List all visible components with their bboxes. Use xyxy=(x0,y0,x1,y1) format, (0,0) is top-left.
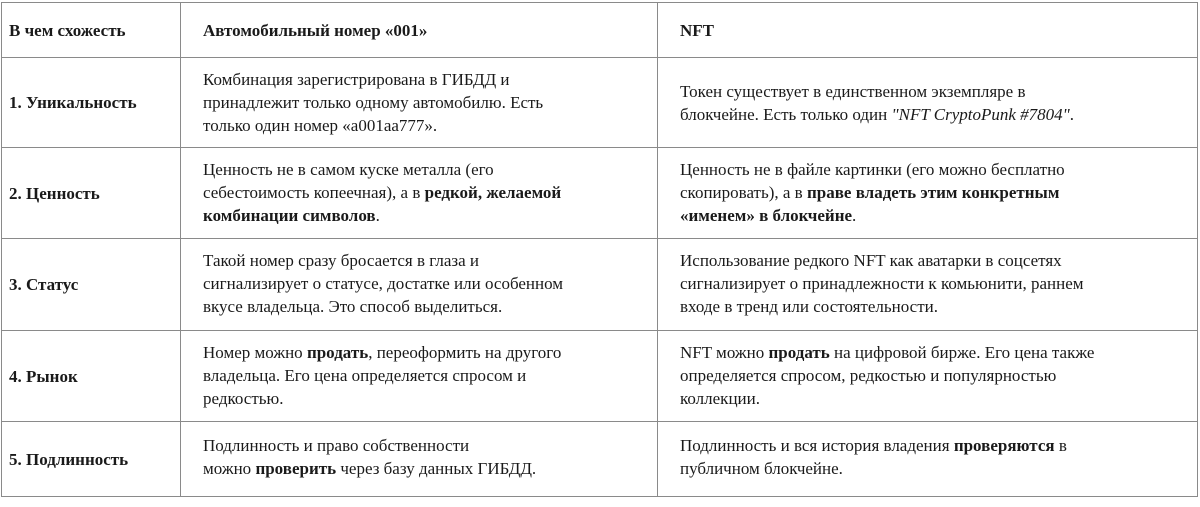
text-line: входе в тренд или состоятельности. xyxy=(680,297,938,316)
text-line: сигнализирует о принадлежности к комьюнити, раннем xyxy=(680,274,1084,293)
nft-cell xyxy=(658,148,1198,239)
text-line: владельца. Его цена определяется спросом и xyxy=(203,366,527,385)
table-row xyxy=(2,422,1198,497)
car-cell xyxy=(181,148,658,239)
header-car-plate: Автомобильный номер «001» xyxy=(181,3,658,58)
text-line xyxy=(203,341,647,364)
car-cell xyxy=(181,422,658,497)
text-line: Комбинация зарегистрирована в ГИБДД и xyxy=(203,70,510,89)
text-line xyxy=(680,434,1187,457)
text-line: Ценность не в файле картинки (его можно бесплатно xyxy=(680,160,1065,179)
text-line: Такой номер сразу бросается в глаза и xyxy=(203,251,479,270)
car-cell xyxy=(181,331,658,422)
text-line: редкостью. xyxy=(203,389,284,408)
text-line: Подлинность и право собственности xyxy=(203,436,470,455)
text-line: сигнализирует о статусе, достатке или особенном xyxy=(203,274,564,293)
text-fragment: . xyxy=(1069,104,1075,124)
bold-text: праве владеть этим конкретным xyxy=(806,183,1060,202)
text-fragment: . xyxy=(375,206,380,225)
row-category: 2. Ценность xyxy=(2,148,181,239)
text-line xyxy=(680,103,1187,126)
text-line: определяется спросом, редкостью и популярностью xyxy=(680,366,1057,385)
table-row xyxy=(2,148,1198,239)
text-fragment: , переоформить на другого xyxy=(368,343,562,362)
row-category: 3. Статус xyxy=(2,239,181,331)
text-fragment: можно xyxy=(203,459,256,478)
text-fragment: NFT можно xyxy=(680,343,769,362)
header-row xyxy=(2,3,1198,58)
text-line: вкусе владельца. Это способ выделиться. xyxy=(203,297,503,316)
text-fragment: скопировать), а в xyxy=(680,183,807,202)
text-fragment: через базу данных ГИБДД. xyxy=(336,459,537,478)
nft-cell xyxy=(658,58,1198,148)
text-fragment: . xyxy=(852,206,857,225)
text-line xyxy=(680,181,1187,204)
car-cell xyxy=(181,58,658,148)
text-line: публичном блокчейне. xyxy=(680,459,843,478)
text-line: Использование редкого NFT как аватарки в соцсетях xyxy=(680,251,1062,270)
text-fragment: в xyxy=(1054,436,1067,455)
text-line: только один номер «а001аа777». xyxy=(203,116,438,135)
car-cell xyxy=(181,239,658,331)
italic-text: "NFT CryptoPunk #7804" xyxy=(891,104,1070,124)
header-nft: NFT xyxy=(658,3,1198,58)
nft-cell xyxy=(658,331,1198,422)
header-similarity: В чем схожесть xyxy=(2,3,181,58)
text-fragment: Подлинность и вся история владения xyxy=(680,436,954,455)
text-fragment: блокчейне. Есть только один xyxy=(680,104,892,124)
text-line: Ценность не в самом куске металла (его xyxy=(203,160,494,179)
text-line xyxy=(203,204,647,227)
text-fragment: себестоимость копеечная), а в xyxy=(203,183,425,202)
bold-text: продать xyxy=(768,343,830,362)
text-line xyxy=(680,341,1187,364)
text-line xyxy=(680,204,1187,227)
text-line: Токен существует в единственном экземпляре в xyxy=(680,81,1026,101)
bold-text: проверяются xyxy=(953,436,1055,455)
table-row xyxy=(2,58,1198,148)
bold-text: проверить xyxy=(255,459,337,478)
text-fragment: Номер можно xyxy=(203,343,307,362)
table-row xyxy=(2,239,1198,331)
row-category: 1. Уникальность xyxy=(2,58,181,148)
text-line: коллекции. xyxy=(680,389,760,408)
text-line: принадлежит только одному автомобилю. Есть xyxy=(203,93,544,112)
text-line xyxy=(203,181,647,204)
table-row xyxy=(2,331,1198,422)
bold-text: комбинации символов xyxy=(203,206,376,225)
bold-text: продать xyxy=(306,343,369,362)
text-line xyxy=(203,457,647,480)
nft-cell xyxy=(658,422,1198,497)
row-category: 4. Рынок xyxy=(2,331,181,422)
bold-text: «именем» в блокчейне xyxy=(680,206,853,225)
row-category: 5. Подлинность xyxy=(2,422,181,497)
bold-text: редкой, желаемой xyxy=(424,183,562,202)
nft-cell xyxy=(658,239,1198,331)
comparison-table xyxy=(1,2,1198,497)
text-fragment: на цифровой бирже. Его цена также xyxy=(829,343,1095,362)
